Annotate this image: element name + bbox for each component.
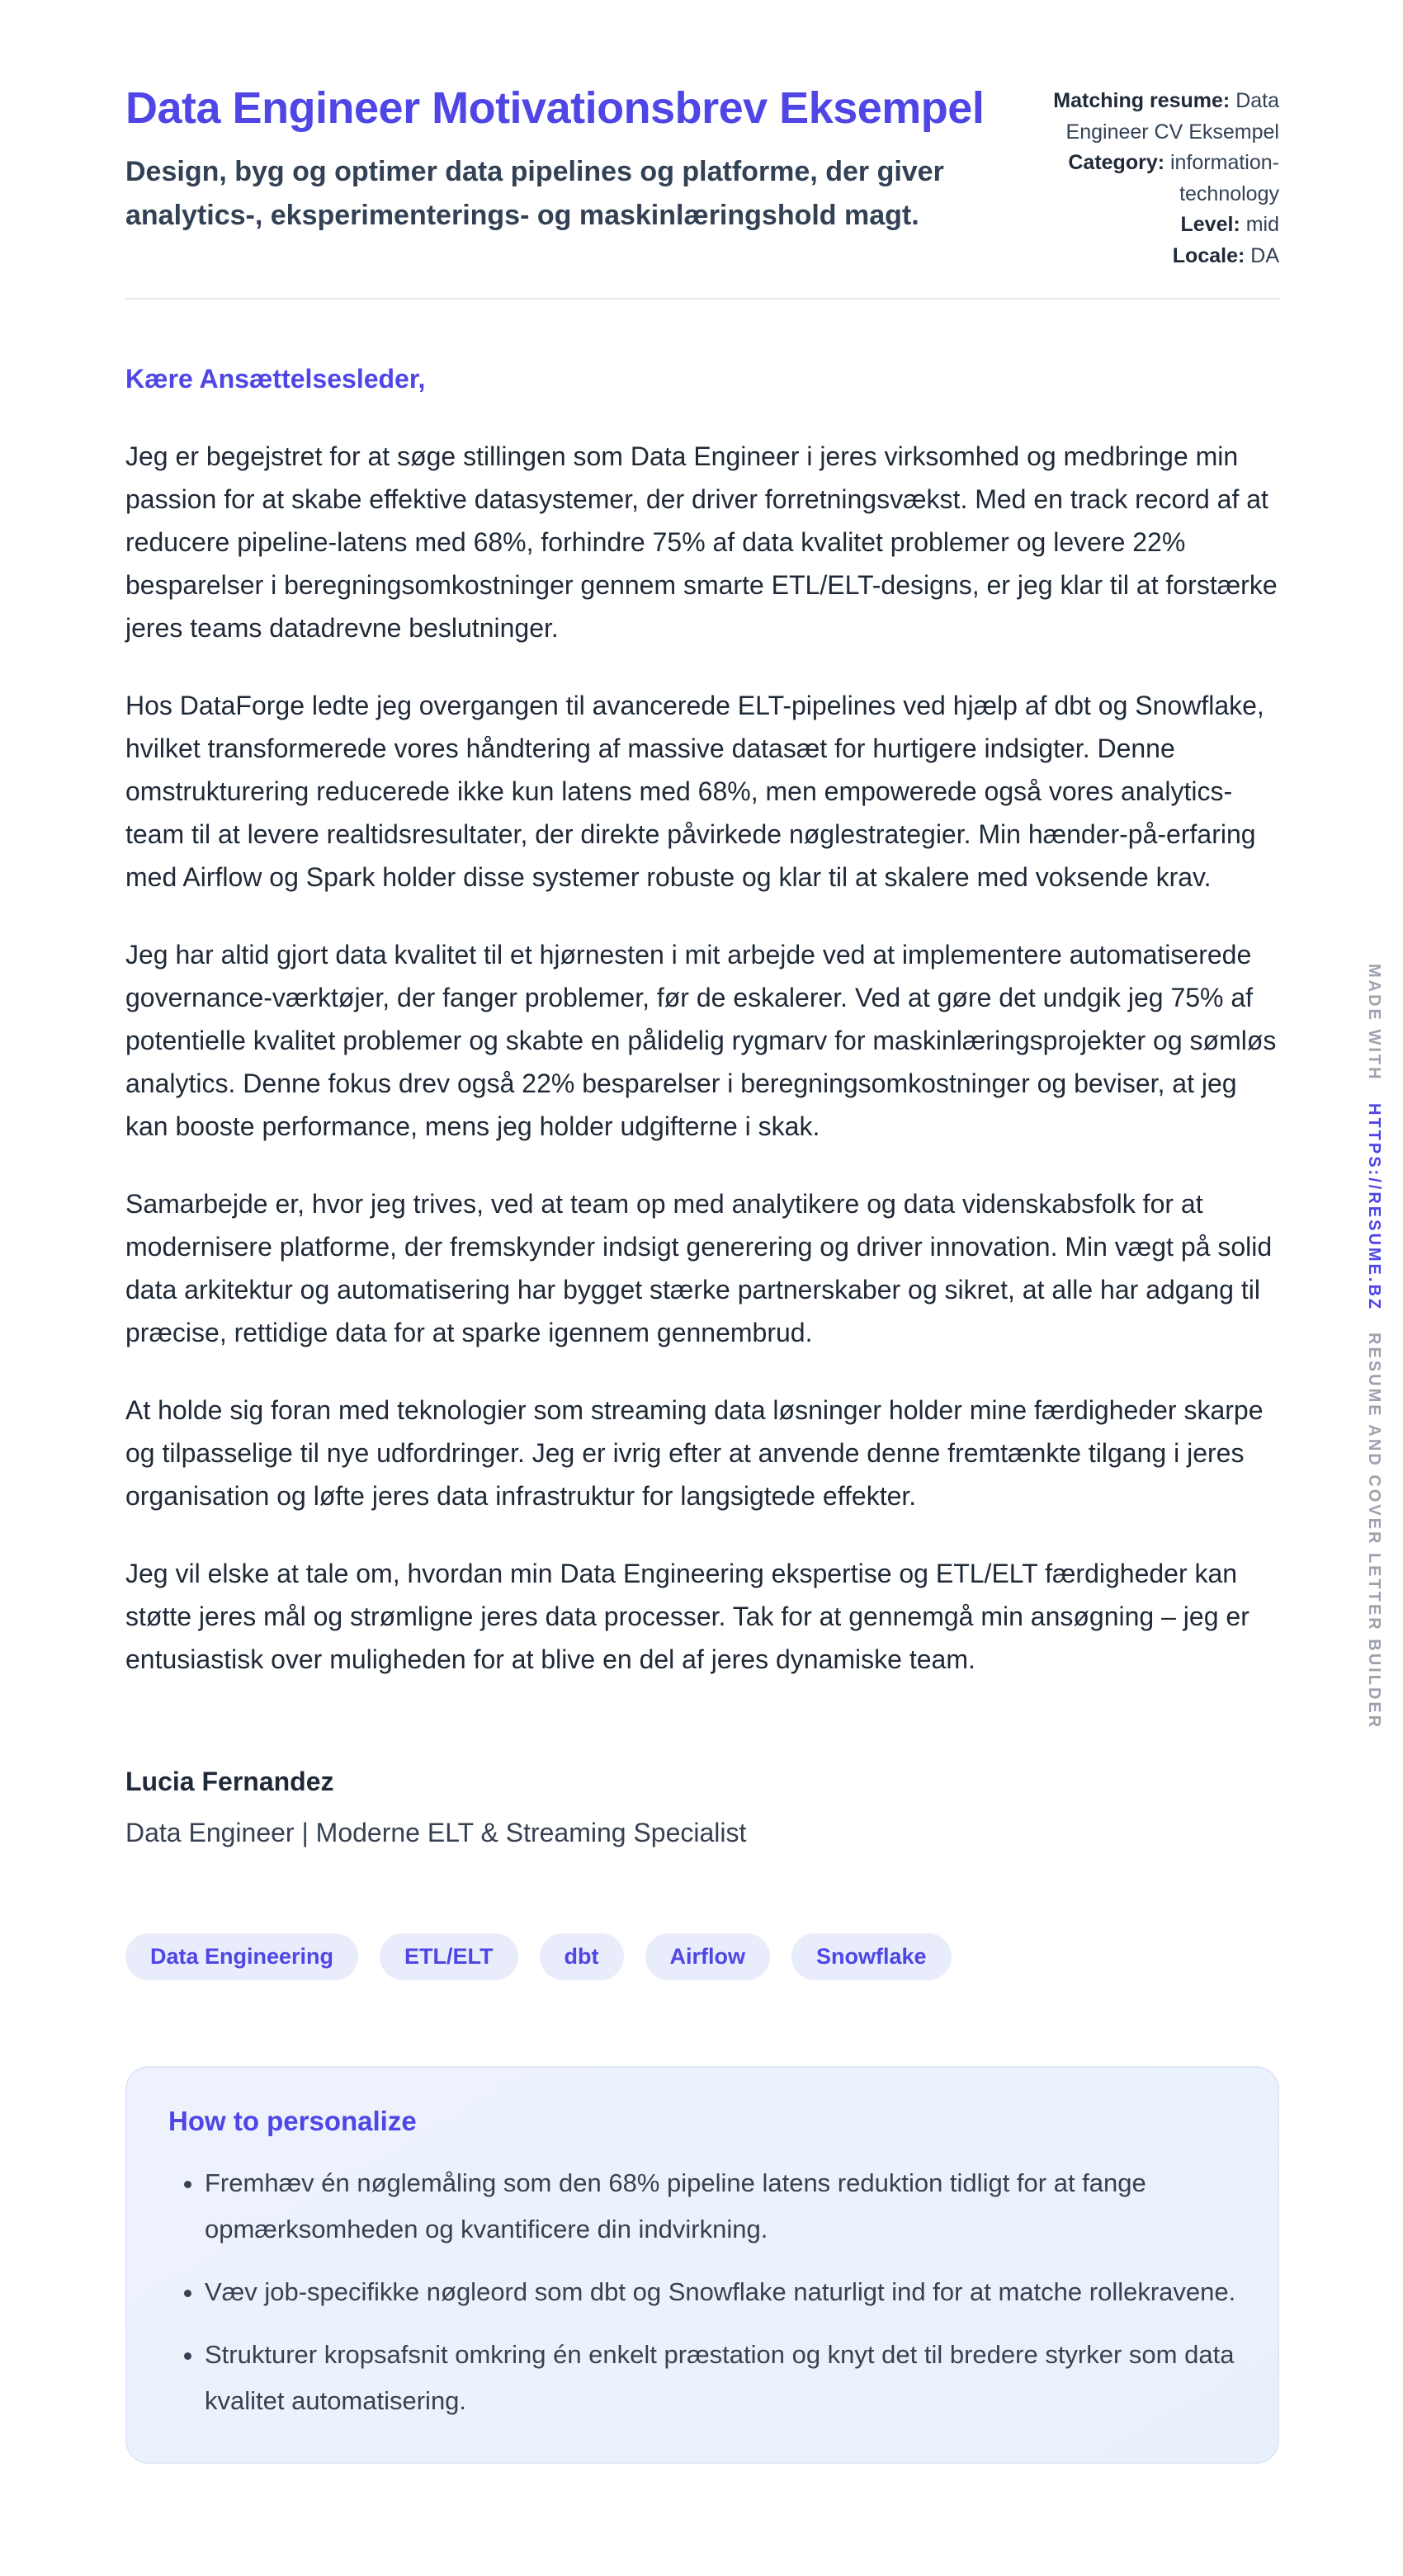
meta-value-matching-resume: Data Engineer CV Eksempel bbox=[1065, 89, 1279, 144]
letter-paragraph-6: Jeg vil elske at tale om, hvordan min Data Engineering ekspertise og ETL/ELT færdigheder kan støtte jeres mål og strømligne jeres data processer. Tak for at gennemgå min ansøgning – jeg er entusiastisk over muligheden for at blive en del af jeres dynamiske team. bbox=[125, 1559, 1249, 1674]
signature-title: Data Engineer | Moderne ELT & Streaming Specialist bbox=[125, 1818, 747, 1847]
meta-value-category: information-technology bbox=[1170, 151, 1279, 205]
signature-name: Lucia Fernandez bbox=[125, 1767, 334, 1796]
meta-level bbox=[1038, 210, 1279, 241]
made-with-ribbon bbox=[1364, 964, 1383, 1729]
meta-locale bbox=[1038, 241, 1279, 272]
personalize-tip-1: • Fremhæv én nøglemåling som den 68% pipeline latens reduktion tidligt for at fange opmærksomheden og kvantificere din indvirkning. bbox=[205, 2160, 1236, 2253]
personalize-card bbox=[125, 2066, 1279, 2464]
skill-tag-dbt: dbt bbox=[540, 1933, 624, 1980]
meta-value-locale: DA bbox=[1250, 243, 1279, 267]
page-header bbox=[125, 83, 1279, 271]
meta-label-locale: Locale: bbox=[1172, 243, 1245, 267]
header-divider bbox=[125, 298, 1279, 300]
meta-label-level: Level: bbox=[1180, 213, 1240, 236]
resume-meta-panel bbox=[1038, 83, 1279, 271]
ribbon-made-with-label: MADE WITH bbox=[1365, 964, 1383, 1082]
page-title: Data Engineer Motivationsbrev Eksempel bbox=[125, 83, 985, 133]
meta-category bbox=[1038, 148, 1279, 210]
meta-matching-resume bbox=[1038, 86, 1279, 148]
ribbon-builder-label: RESUME AND COVER LETTER BUILDER bbox=[1365, 1332, 1383, 1729]
skill-tags bbox=[125, 1933, 1279, 1980]
meta-value-level: mid bbox=[1245, 213, 1279, 236]
letter-paragraph-2: Hos DataForge ledte jeg overgangen til avancerede ELT-pipelines ved hjælp af dbt og Snowflake, hvilket transformerede vores håndtering af massive datasæt for hurtigere indsigter. Denne omstrukturering reducerede ikke kun latens med 68%, men empowerede også vores analytics-team til at levere realtidsresultater, der direkte påvirkede nøglestrategier. Min hænder-på-erfaring med Airflow og Spark holder disse systemer robuste og klar til at skalere med voksende krav. bbox=[125, 691, 1264, 892]
skill-tag-airflow: Airflow bbox=[645, 1933, 771, 1980]
letter-body bbox=[125, 357, 1279, 1854]
skill-tag-etl-elt: ETL/ELT bbox=[380, 1933, 518, 1980]
personalize-tip-3: • Strukturer kropsafsnit omkring én enkelt præstation og knyt det til bredere styrker som data kvalitet automatisering. bbox=[205, 2332, 1236, 2424]
personalize-list bbox=[168, 2160, 1236, 2424]
letter-paragraph-5: At holde sig foran med teknologier som streaming data løsninger holder mine færdigheder skarpe og tilpasselige til nye udfordringer. Jeg er ivrig efter at anvende denne fremtænkte tilgang i jeres organisation og løfte jeres data infrastruktur for langsigtede effekter. bbox=[125, 1395, 1264, 1511]
skill-tag-data-engineering: Data Engineering bbox=[125, 1933, 358, 1980]
meta-label-matching-resume: Matching resume: bbox=[1053, 89, 1231, 112]
letter-paragraph-4: Samarbejde er, hvor jeg trives, ved at team op med analytikere og data videnskabsfolk for at modernisere platforme, der fremskynder indsigt generering og driver innovation. Min vægt på solid data arkitektur og automatisering har bygget stærke partnerskaber og sikret, at alle har adgang til præcise, rettidige data for at sparke igennem gennembrud. bbox=[125, 1189, 1273, 1347]
skill-tag-snowflake: Snowflake bbox=[791, 1933, 952, 1980]
letter-greeting: Kære Ansættelsesleder, bbox=[125, 364, 426, 394]
letter-paragraph-3: Jeg har altid gjort data kvalitet til et hjørnesten i mit arbejde ved at implementere automatiserede governance-værktøjer, der fanger problemer, før de eskalerer. Ved at gøre det undgik jeg 75% af potentielle kvalitet problemer og skabte en pålidelig rygmarv for maskinlæringsprojekter og sømløs analytics. Denne fokus drev også 22% besparelser i beregningsomkostninger og beviser, at jeg kan booste performance, mens jeg holder udgifterne i skak. bbox=[125, 940, 1277, 1141]
personalize-tip-2: • Væv job-specifikke nøgleord som dbt og Snowflake naturligt ind for at matche rollekravene. bbox=[205, 2269, 1236, 2315]
personalize-title: How to personalize bbox=[168, 2106, 417, 2136]
ribbon-resume-bz-link[interactable]: HTTPS://RESUME.BZ bbox=[1365, 1102, 1383, 1311]
meta-label-category: Category: bbox=[1068, 151, 1165, 174]
letter-paragraph-1: Jeg er begejstret for at søge stillingen som Data Engineer i jeres virksomhed og medbringe min passion for at skabe effektive datasystemer, der driver forretningsvækst. Med en track record af at reducere pipeline-latens med 68%, forhindre 75% af data kvalitet problemer og levere 22% besparelser i beregningsomkostninger gennem smarte ETL/ELT-designs, er jeg klar til at forstærke jeres teams datadrevne beslutninger. bbox=[125, 441, 1278, 643]
page-subtitle: Design, byg og optimer data pipelines og platforme, der giver analytics-, eksperimenterings- og maskinlæringshold magt. bbox=[125, 155, 944, 232]
header-title-block bbox=[125, 83, 1038, 238]
